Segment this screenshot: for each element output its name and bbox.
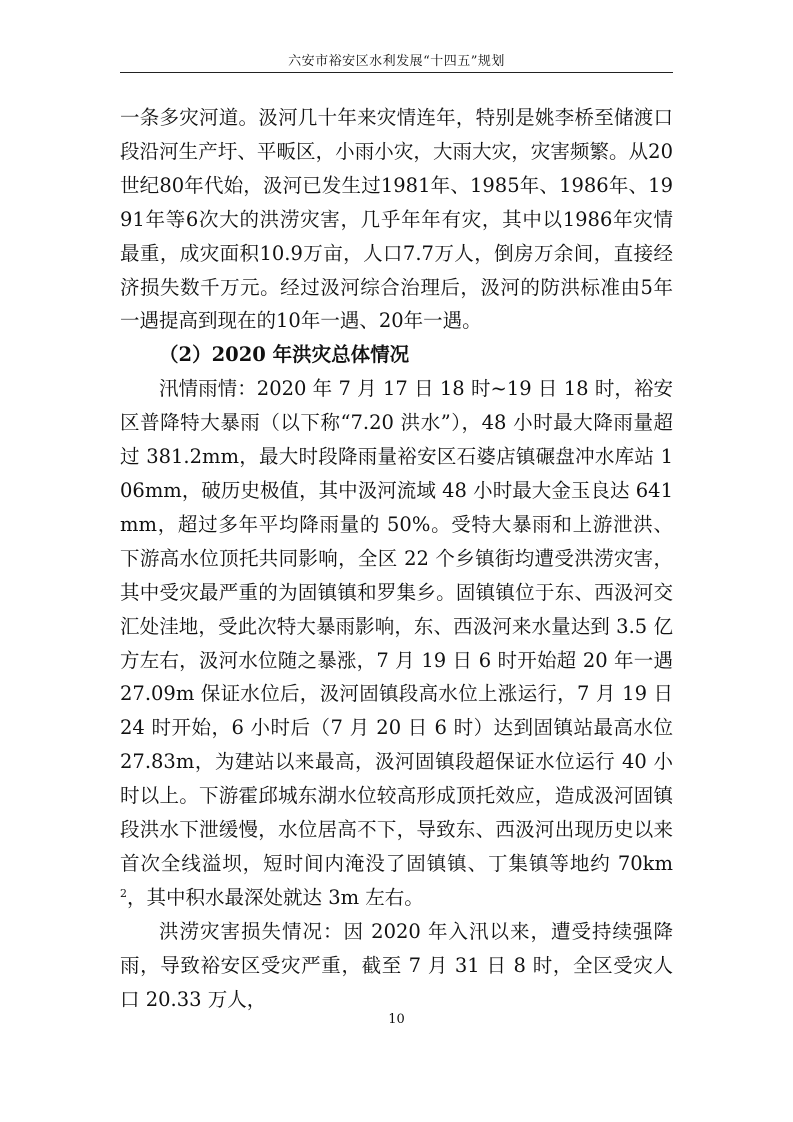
superscript-exponent: 2	[120, 886, 127, 900]
header-divider	[120, 72, 673, 73]
section-heading: （2）2020 年洪灾总体情况	[159, 343, 410, 367]
paragraph-flood-rain-conditions	[120, 372, 673, 915]
paragraph-flood-losses: 洪涝灾害损失情况：因 2020 年入汛以来，遭受持续强降雨，导致裕安区受灾严重，截至 7 月 31 日 8 时，全区受灾人口 20.33 万人，	[120, 919, 673, 1011]
paragraph-text-tail: ，其中积水最深处就达 3m 左右。	[127, 885, 424, 909]
paragraph-continued: 一条多灾河道。汲河几十年来灾情连年，特别是姚李桥至储渡口段沿河生产圩、平畈区，小雨小灾，大雨大灾，灾害频繁。从20世纪80年代始，汲河已发生过1981年、1985年、1986年、1991年等6次大的洪涝灾害，几乎年年有灾，其中以1986年灾情最重，成灾面积10.9万亩，人口7.7万人，倒房万余间，直接经济损失数千万元。经过汲河综合治理后，汲河的防洪标准由5年一遇提高到现在的10年一遇、20年一遇。	[120, 106, 673, 333]
page-header-title: 六安市裕安区水利发展“十四五”规划	[288, 54, 505, 69]
page-number: 10	[388, 1012, 405, 1027]
paragraph-text: 汛情雨情：2020 年 7 月 17 日 18 时~19 日 18 时，裕安区普降特大暴雨（以下称“7.20 洪水”），48 小时最大降雨量超过 381.2mm，最大时段降雨量裕安区石婆店镇碾盘冲水库站 106mm，破历史极值，其中汲河流域 48 小时最大金玉良达 641mm，超过多年平均降雨量的 50%。受特大暴雨和上游泄洪、下游高水位顶托共同影响，全区 22 个乡镇街均遭受洪涝灾害，其中受灾最严重的为固镇镇和罗集乡。固镇镇位于东、西汲河交汇处洼地，受此次特大暴雨影响，东、西汲河来水量达到 3.5 亿方左右，汲河水位随之暴涨，7 月 19 日 6 时开始超 20 年一遇 27.09m 保证水位后，汲河固镇段高水位上涨运行，7 月 19 日 24 时开始，6 小时后（7 月 20 日 6 时）达到固镇站最高水位 27.83m，为建站以来最高，汲河固镇段超保证水位运行 40 小时以上。下游霍邱城东湖水位较高形成顶托效应，造成汲河固镇段洪水下泄缓慢，水位居高不下，导致东、西汲河出现历史以来首次全线溢坝，短时间内淹没了固镇镇、丁集镇等地约 70km	[120, 377, 673, 875]
document-body	[120, 101, 673, 1016]
